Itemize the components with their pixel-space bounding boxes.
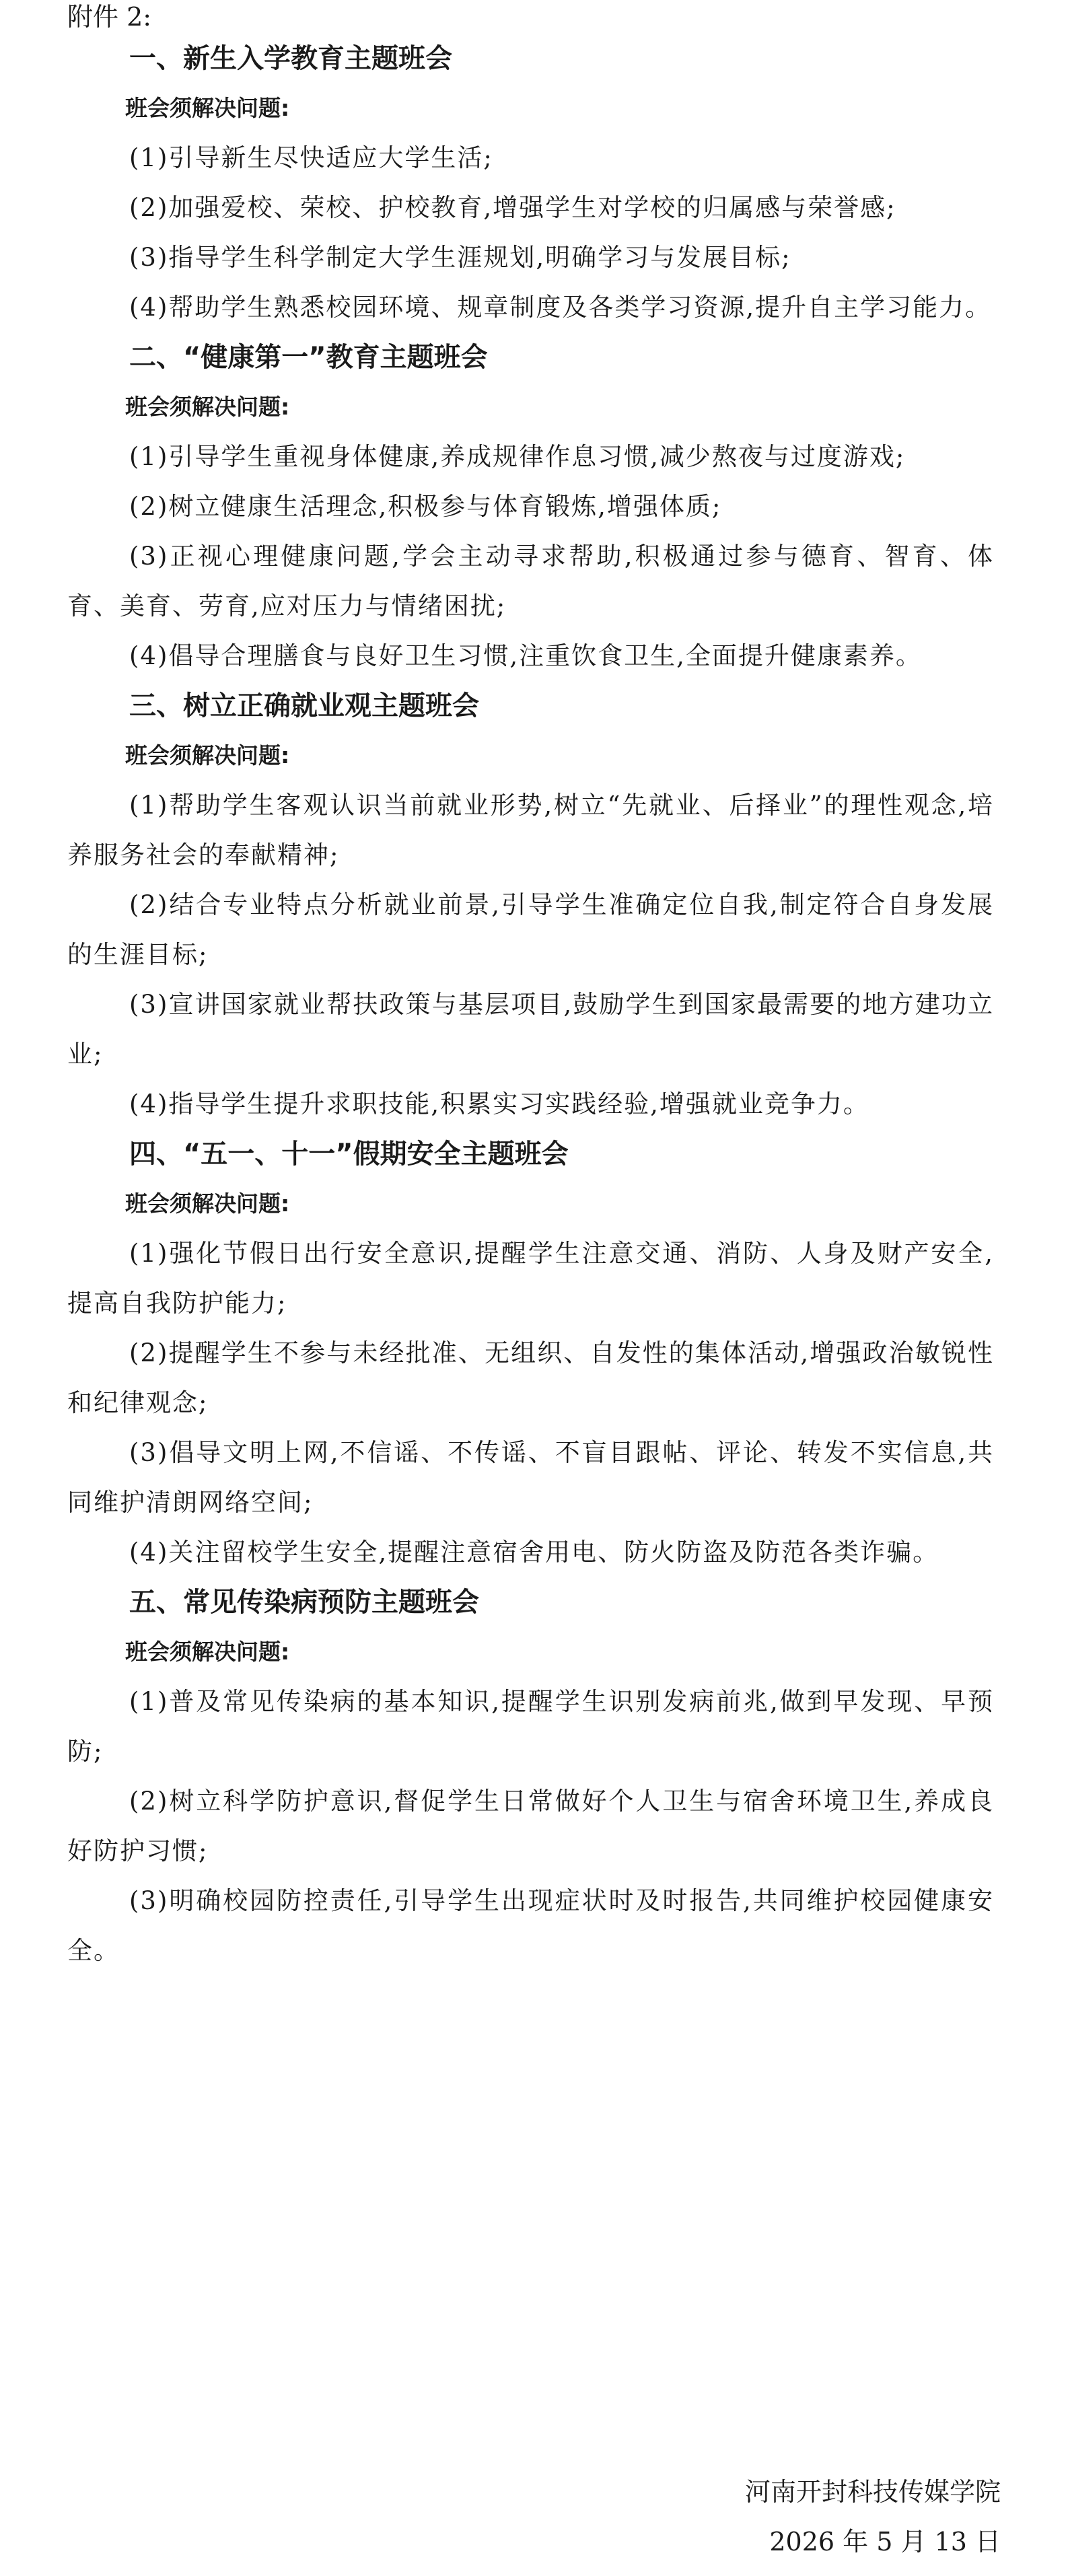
section-title: 二、“健康第一”教育主题班会 <box>129 342 488 373</box>
section-item: (3)宣讲国家就业帮扶政策与基层项目,鼓励学生到国家最需要的地方建功立业; <box>67 990 994 1069</box>
section-item: (2)树立健康生活理念,积极参与体育锻炼,增强体质; <box>129 492 722 521</box>
section-item: (3)明确校园防控责任,引导学生出现症状时及时报告,共同维护校园健康安全。 <box>67 1886 994 1965</box>
section-item: (2)结合专业特点分析就业前景,引导学生准确定位自我,制定符合自身发展的生涯目标; <box>67 890 994 969</box>
section-2 <box>67 332 994 681</box>
section-title: 四、“五一、十一”假期安全主题班会 <box>129 1139 569 1170</box>
signature-organization: 河南开封科技传媒学院 <box>744 2477 1001 2507</box>
section-item: (3)正视心理健康问题,学会主动寻求帮助,积极通过参与德育、智育、体育、美育、劳育,应对压力与情绪困扰; <box>67 542 994 620</box>
section-sub-heading: 班会须解决问题: <box>125 1190 290 1217</box>
section-item: (3)倡导文明上网,不信谣、不传谣、不盲目跟帖、评论、转发不实信息,共同维护清朗网络空间; <box>67 1438 994 1517</box>
section-sub-heading: 班会须解决问题: <box>125 394 290 420</box>
section-item: (3)指导学生科学制定大学生涯规划,明确学习与发展目标; <box>129 243 791 272</box>
section-sub-heading: 班会须解决问题: <box>125 742 290 768</box>
section-sub-heading: 班会须解决问题: <box>125 1639 290 1665</box>
section-item: (2)加强爱校、荣校、护校教育,增强学生对学校的归属感与荣誉感; <box>129 193 896 222</box>
section-item: (4)帮助学生熟悉校园环境、规章制度及各类学习资源,提升自主学习能力。 <box>129 293 992 322</box>
section-item: (2)树立科学防护意识,督促学生日常做好个人卫生与宿舍环境卫生,养成良好防护习惯; <box>67 1787 994 1865</box>
annex-label: 附件 2: <box>67 2 152 32</box>
signature-date: 2026 年 5 月 13 日 <box>769 2527 1001 2556</box>
section-sub-heading: 班会须解决问题: <box>125 95 290 121</box>
section-item: (4)指导学生提升求职技能,积累实习实践经验,增强就业竞争力。 <box>129 1089 869 1118</box>
section-item: (1)引导学生重视身体健康,养成规律作息习惯,减少熬夜与过度游戏; <box>129 442 906 471</box>
section-item: (1)引导新生尽快适应大学生活; <box>129 143 493 172</box>
section-item: (4)倡导合理膳食与良好卫生习惯,注重饮食卫生,全面提升健康素养。 <box>129 641 922 670</box>
section-title: 三、树立正确就业观主题班会 <box>129 690 479 721</box>
section-title: 五、常见传染病预防主题班会 <box>129 1587 479 1618</box>
section-5 <box>67 1577 994 1976</box>
section-4 <box>67 1129 994 1577</box>
section-item: (1)普及常见传染病的基本知识,提醒学生识别发病前兆,做到早发现、早预防; <box>67 1687 994 1766</box>
section-1 <box>67 34 994 332</box>
section-item: (2)提醒学生不参与未经批准、无组织、自发性的集体活动,增强政治敏锐性和纪律观念; <box>67 1338 994 1417</box>
section-3 <box>67 681 994 1129</box>
section-item: (1)强化节假日出行安全意识,提醒学生注意交通、消防、人身及财产安全,提高自我防护能力; <box>67 1239 994 1318</box>
section-item: (1)帮助学生客观认识当前就业形势,树立“先就业、后择业”的理性观念,培养服务社会的奉献精神; <box>67 791 994 869</box>
section-item: (4)关注留校学生安全,提醒注意宿舍用电、防火防盗及防范各类诈骗。 <box>129 1538 939 1567</box>
section-title: 一、新生入学教育主题班会 <box>129 43 452 74</box>
